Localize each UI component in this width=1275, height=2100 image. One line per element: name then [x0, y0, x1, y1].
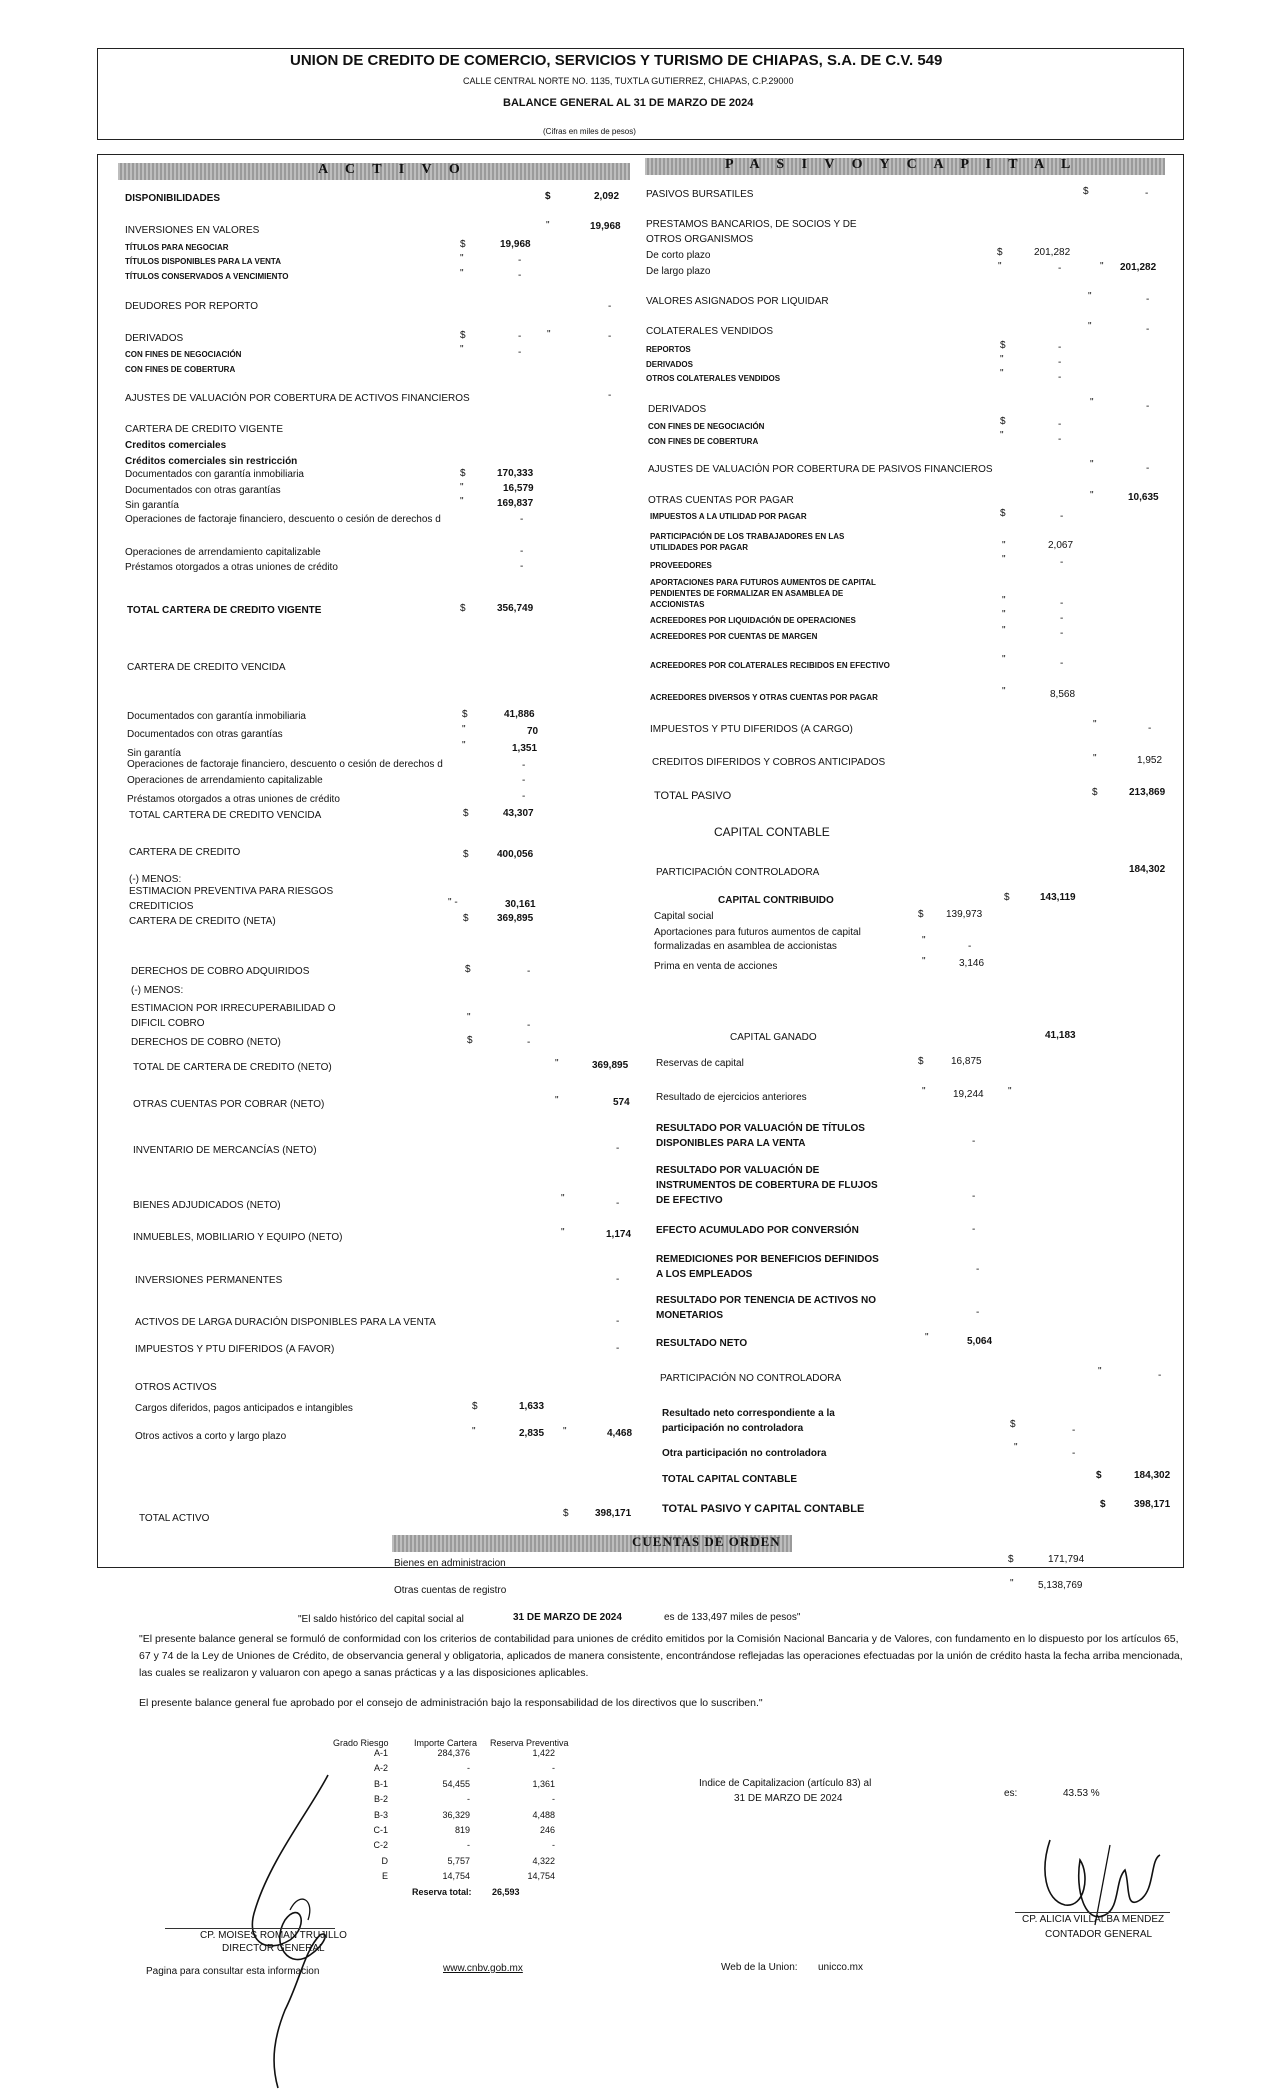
- risk-grade: B-1: [373, 1778, 388, 1789]
- derivados-label: DERIVADOS: [125, 333, 184, 344]
- disponibilidades-value: 2,092: [594, 191, 620, 202]
- contador-title: CONTADOR GENERAL: [1045, 1929, 1153, 1940]
- total-vencida-value: 43,307: [503, 808, 534, 819]
- risk-grade: A-2: [373, 1763, 388, 1774]
- deudores-label: DEUDORES POR REPORTO: [125, 301, 258, 312]
- reserva-total-value: 26,593: [492, 1887, 520, 1897]
- risk-reserva: -: [552, 1763, 555, 1774]
- risk-importe: -: [467, 1794, 470, 1805]
- capital-social-value: 139,973: [946, 909, 983, 920]
- risk-grade: C-1: [373, 1825, 388, 1835]
- inmuebles-value: 1,174: [606, 1229, 632, 1240]
- inversiones-value: 19,968: [590, 221, 621, 232]
- estimacion-value: 30,161: [505, 899, 536, 910]
- risk-reserva: 4,488: [532, 1809, 555, 1820]
- resultado-anteriores-value: 19,244: [953, 1089, 984, 1100]
- otras-cuentas-pagar-label: OTRAS CUENTAS POR PAGAR: [648, 495, 794, 506]
- total-vigente-label: TOTAL CARTERA DE CREDITO VIGENTE: [127, 605, 322, 616]
- valores-asignados-label: VALORES ASIGNADOS POR LIQUIDAR: [646, 296, 829, 307]
- risk-importe: 36,329: [442, 1809, 470, 1820]
- total-vencida-label: TOTAL CARTERA DE CREDITO VENCIDA: [129, 810, 322, 821]
- risk-reserva: 4,322: [532, 1855, 555, 1866]
- cartera-neta-label: CARTERA DE CREDITO (NETA): [129, 916, 276, 927]
- disponibilidades-label: DISPONIBILIDADES: [125, 193, 221, 204]
- risk-importe: 284,376: [437, 1748, 470, 1758]
- total-pasivo-capital-value: 398,171: [1134, 1499, 1171, 1510]
- risk-reserva: 14,754: [527, 1871, 555, 1882]
- total-capital-contable-label: TOTAL CAPITAL CONTABLE: [662, 1474, 797, 1485]
- report-subtitle: BALANCE GENERAL AL 31 DE MARZO DE 2024: [503, 97, 754, 109]
- contador-signature-line: [1015, 1912, 1170, 1913]
- otras-cuentas-cobrar-label: OTRAS CUENTAS POR COBRAR (NETO): [133, 1099, 325, 1110]
- creditos-diferidos-value: 1,952: [1137, 755, 1163, 766]
- approval-note: El presente balance general fue aprobado por el consejo de administración bajo la responsabilidad de los directivos que lo suscriben.": [139, 1697, 763, 1709]
- colaterales-label: COLATERALES VENDIDOS: [646, 326, 774, 337]
- contador-name: CP. ALICIA VILLALBA MENDEZ: [1022, 1914, 1165, 1925]
- pasivos-bursatiles-label: PASIVOS BURSATILES: [646, 189, 754, 200]
- total-pasivo-label: TOTAL PASIVO: [654, 790, 732, 802]
- risk-grade: C-2: [373, 1840, 388, 1851]
- cartera-vencida-label: CARTERA DE CREDITO VENCIDA: [127, 662, 286, 673]
- director-name: CP. MOISES ROMAN TRUJILLO: [200, 1930, 347, 1941]
- cuentas-orden-band: CUENTAS DE ORDEN: [392, 1535, 792, 1552]
- total-cartera-neto-label: TOTAL DE CARTERA DE CREDITO (NETO): [133, 1062, 332, 1073]
- risk-importe: -: [467, 1763, 470, 1774]
- participacion-controladora-value: 184,302: [1129, 864, 1166, 875]
- director-signature-line: [165, 1928, 335, 1929]
- impuestos-favor-label: IMPUESTOS Y PTU DIFERIDOS (A FAVOR): [135, 1344, 335, 1355]
- web-label: Web de la Union:: [721, 1962, 798, 1973]
- risk-importe: 14,754: [442, 1871, 470, 1882]
- cartera-neta-value: 369,895: [497, 913, 534, 924]
- participacion-no-controladora-label: PARTICIPACIÓN NO CONTROLADORA: [660, 1373, 842, 1384]
- otras-cuentas-pagar-value: 10,635: [1128, 492, 1159, 503]
- inventario-label: INVENTARIO DE MERCANCÍAS (NETO): [133, 1145, 317, 1156]
- risk-importe: 5,757: [447, 1855, 470, 1866]
- units-note: (Cifras en miles de pesos): [543, 127, 636, 136]
- risk-importe: 819: [454, 1825, 470, 1835]
- bienes-administracion-value: 171,794: [1048, 1554, 1085, 1565]
- ajustes-activos-label: AJUSTES DE VALUACIÓN POR COBERTURA DE ACTIVOS FINANCIEROS: [125, 393, 470, 404]
- director-title: DIRECTOR GENERAL: [222, 1943, 325, 1954]
- risk-reserva: 1,422: [532, 1748, 555, 1758]
- risk-importe: -: [467, 1840, 470, 1851]
- risk-importe: 54,455: [442, 1778, 470, 1789]
- risk-reserva: 1,361: [532, 1778, 555, 1789]
- cnbv-link[interactable]: www.cnbv.gob.mx: [443, 1963, 523, 1974]
- balance-box: [97, 154, 1184, 1568]
- activos-larga-label: ACTIVOS DE LARGA DURACIÓN DISPONIBLES PARA LA VENTA: [135, 1317, 436, 1328]
- prestamos-value: 201,282: [1120, 262, 1157, 273]
- otras-cuentas-registro-value: 5,138,769: [1038, 1580, 1083, 1591]
- risk-grade: D: [381, 1855, 388, 1866]
- ajustes-pasivos-label: AJUSTES DE VALUACIÓN POR COBERTURA DE PASIVOS FINANCIEROS: [648, 464, 993, 475]
- total-activo-label: TOTAL ACTIVO: [139, 1513, 210, 1524]
- otras-cuentas-cobrar-value: 574: [613, 1097, 630, 1108]
- cartera-credito-label: CARTERA DE CREDITO: [129, 847, 241, 858]
- consult-text: Pagina para consultar esta informacion: [146, 1966, 320, 1977]
- resultado-neto-value: 5,064: [967, 1336, 993, 1347]
- total-pasivo-value: 213,869: [1129, 787, 1166, 798]
- risk-reserva: -: [552, 1794, 555, 1805]
- reservas-value: 16,875: [951, 1056, 982, 1067]
- resultado-neto-label: RESULTADO NETO: [656, 1338, 748, 1349]
- activo-band: A C T I V O: [118, 163, 630, 180]
- creditos-diferidos-label: CREDITOS DIFERIDOS Y COBROS ANTICIPADOS: [652, 757, 886, 768]
- total-pasivo-capital-label: TOTAL PASIVO Y CAPITAL CONTABLE: [662, 1503, 865, 1515]
- company-title: UNION DE CREDITO DE COMERCIO, SERVICIOS Y TURISMO DE CHIAPAS, S.A. DE C.V. 549: [290, 52, 943, 69]
- otros-activos-label: OTROS ACTIVOS: [135, 1382, 217, 1393]
- cartera-vigente-label: CARTERA DE CREDITO VIGENTE: [125, 424, 283, 435]
- participacion-controladora-label: PARTICIPACIÓN CONTROLADORA: [656, 867, 820, 878]
- derechos-cobro-label: DERECHOS DE COBRO ADQUIRIDOS: [131, 966, 310, 977]
- pasivo-band: P A S I V O Y C A P I T A L: [645, 158, 1165, 175]
- capital-ganado-value: 41,183: [1045, 1030, 1076, 1041]
- indice-capitalizacion-value: 43.53 %: [1063, 1788, 1100, 1799]
- inmuebles-label: INMUEBLES, MOBILIARIO Y EQUIPO (NETO): [133, 1232, 343, 1243]
- risk-grade: B-3: [373, 1809, 388, 1820]
- otros-activos-value: 4,468: [607, 1428, 633, 1439]
- bienes-adjudicados-label: BIENES ADJUDICADOS (NETO): [133, 1200, 281, 1211]
- union-link[interactable]: unicco.mx: [818, 1962, 864, 1973]
- prima-value: 3,146: [959, 958, 985, 969]
- capital-ganado-label: CAPITAL GANADO: [730, 1032, 817, 1043]
- total-cartera-neto-value: 369,895: [592, 1060, 629, 1071]
- inversiones-permanentes-label: INVERSIONES PERMANENTES: [135, 1275, 283, 1286]
- inversiones-label: INVERSIONES EN VALORES: [125, 225, 260, 236]
- capital-contribuido-value: 143,119: [1040, 892, 1076, 903]
- risk-reserva: -: [552, 1840, 555, 1851]
- total-activo-value: 398,171: [595, 1508, 632, 1519]
- capital-contribuido-label: CAPITAL CONTRIBUIDO: [718, 895, 834, 906]
- impuestos-cargo-label: IMPUESTOS Y PTU DIFERIDOS (A CARGO): [650, 724, 853, 735]
- total-vigente-value: 356,749: [497, 603, 534, 614]
- company-address: CALLE CENTRAL NORTE NO. 1135, TUXTLA GUTIERREZ, CHIAPAS, C.P.29000: [463, 76, 794, 86]
- pasivo-derivados-label: DERIVADOS: [648, 404, 707, 415]
- risk-grade: B-2: [373, 1794, 388, 1805]
- legal-note: "El presente balance general se formuló de conformidad con los criterios de contabilidad para uniones de crédito emitidos por la Comisión Nacional Bancaria y de Valores, con fundamento en lo dispuesto por los artículos 65, 67 y 74 de la Ley de Uniones de Crédito, de observancia general y obligatoria, aplicados de manera consistente, encontrándose reflejadas las operaciones efectuadas por la unión de crédito hasta la fecha arriba mencionada, las cuales se realizaron y valuaron con apego a sanas prácticas y a las disposiciones aplicables.: [139, 1633, 1183, 1679]
- total-capital-contable-value: 184,302: [1134, 1470, 1171, 1481]
- derechos-neto-label: DERECHOS DE COBRO (NETO): [131, 1037, 281, 1048]
- capital-contable-heading: CAPITAL CONTABLE: [714, 825, 830, 839]
- risk-reserva: 246: [539, 1825, 555, 1835]
- risk-grade: E: [381, 1871, 388, 1882]
- risk-grade: A-1: [373, 1748, 388, 1758]
- cartera-credito-value: 400,056: [497, 849, 534, 860]
